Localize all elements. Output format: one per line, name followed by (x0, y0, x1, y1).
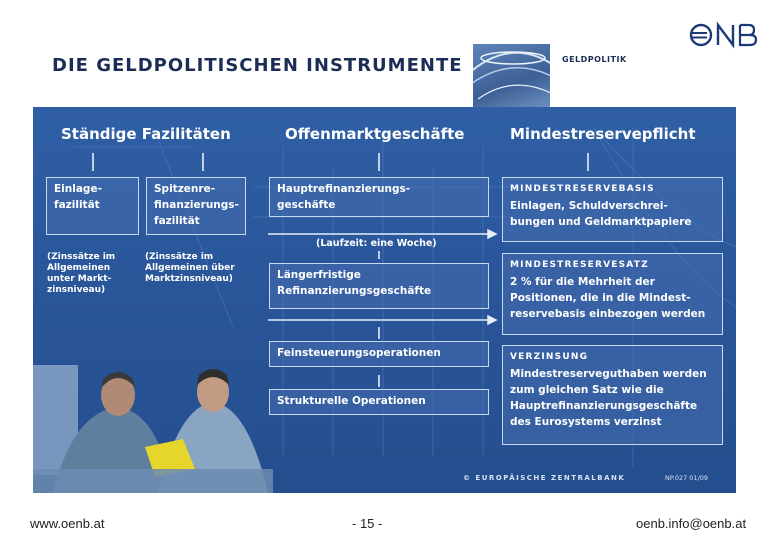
footer-page-number: - 15 - (352, 516, 383, 531)
note-line: zinsniveau) (47, 285, 106, 295)
box-line: Hauptrefinanzierungsgeschäfte (510, 400, 698, 412)
box-line: Einlagen, Schuldverschrei- (510, 200, 668, 212)
box-line: 2 % für die Mehrheit der (510, 276, 655, 288)
note-line: (Zinssätze im (145, 252, 214, 262)
swirl-graphic (473, 44, 550, 108)
people-illustration (33, 365, 273, 493)
box-strukturelle-operationen (269, 389, 489, 415)
note-spitzen-zinssaetze (145, 252, 235, 285)
box-hauptrefinanzierungsgeschaefte (269, 177, 489, 217)
footer-website[interactable]: www.oenb.at (30, 516, 105, 531)
note-line: Marktzinsniveau) (145, 274, 233, 284)
box-line: finanzierungs- (154, 199, 239, 211)
box-line: Refinanzierungsgeschäfte (277, 285, 432, 297)
note-line: Allgemeinen über (145, 263, 235, 273)
geldpolitik-logo-image (473, 44, 550, 108)
oenb-logo-mark (688, 20, 768, 50)
box-feinsteuerungsoperationen (269, 341, 489, 367)
box-line: Strukturelle Operationen (277, 395, 426, 407)
footer-email[interactable]: oenb.info@oenb.at (636, 516, 747, 531)
box-mindestreservebasis (502, 177, 723, 242)
laufzeit-label: (Laufzeit: eine Woche) (316, 238, 437, 249)
ecb-credit: © EUROPÄISCHE ZENTRALBANK (463, 474, 626, 482)
box-line: Einlage- (54, 183, 102, 195)
box-line: Hauptrefinanzierungs- (277, 183, 411, 195)
box-spitzenrefinanzierungsfazilitaet (146, 177, 246, 235)
box-line: des Eurosystems verzinst (510, 416, 662, 428)
page-title: DIE GELDPOLITISCHEN INSTRUMENTE (52, 55, 463, 76)
box-line: Feinsteuerungsoperationen (277, 347, 441, 359)
heading-staendige-fazilitaeten: Ständige Fazilitäten (61, 125, 231, 143)
heading-offenmarktgeschaefte: Offenmarktgeschäfte (285, 125, 465, 143)
box-line: Positionen, die in die Mindest- (510, 292, 691, 304)
box-mindestreservesatz (502, 253, 723, 335)
instruments-diagram (33, 107, 736, 493)
box-line: zum gleichen Satz wie die (510, 384, 664, 396)
credit-code: NP.027 01/09 (665, 474, 709, 482)
box-line: Spitzenre- (154, 183, 216, 195)
box-heading: VERZINSUNG (510, 352, 589, 362)
note-einlage-zinssaetze (47, 252, 115, 296)
box-laengerfristige-refinanzierung (269, 263, 489, 309)
box-verzinsung (502, 345, 723, 445)
box-line: reservebasis einbezogen werden (510, 308, 706, 320)
box-line: fazilität (154, 215, 200, 227)
note-line: unter Markt- (47, 274, 112, 284)
box-line: geschäfte (277, 199, 336, 211)
heading-mindestreservepflicht: Mindestreservepflicht (510, 125, 696, 143)
box-line: fazilität (54, 199, 100, 211)
box-einlagefazilitaet (46, 177, 139, 235)
section-label: GELDPOLITIK (562, 55, 627, 64)
box-heading: MINDESTRESERVESATZ (510, 260, 649, 270)
box-line: Mindestreserveguthaben werden (510, 368, 707, 380)
box-line: bungen und Geldmarktpapiere (510, 216, 692, 228)
oenb-logo (688, 20, 768, 56)
note-line: (Zinssätze im (47, 252, 116, 262)
note-line: Allgemeinen (47, 263, 111, 273)
box-heading: MINDESTRESERVEBASIS (510, 184, 655, 194)
box-line: Längerfristige (277, 269, 361, 281)
